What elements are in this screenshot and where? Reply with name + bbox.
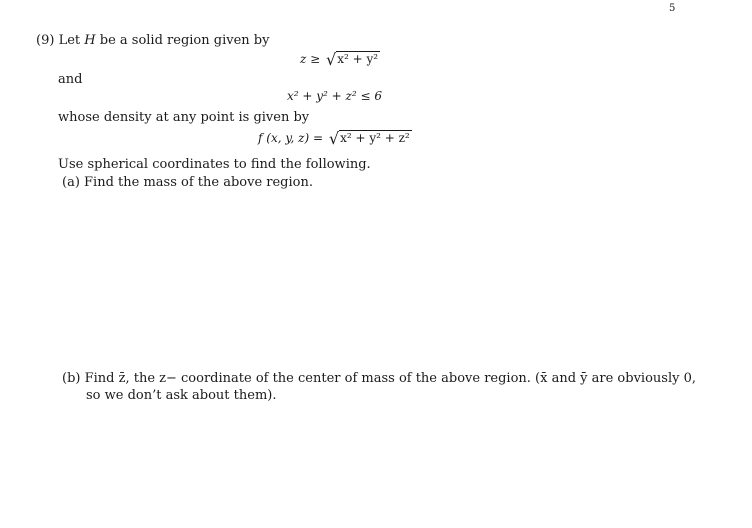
page-number: 5	[669, 3, 676, 14]
equation-sphere	[287, 89, 382, 103]
part-b-question-line1: (b) Find z̄, the z− coordinate of the center of mass of the above region. (x̄ and ȳ are obviously 0,	[62, 371, 696, 386]
intro-prefix: Let	[58, 33, 81, 48]
equation-cone-lhs: z ≥	[300, 52, 321, 66]
equation-cone	[300, 50, 380, 69]
problem-statement	[36, 33, 269, 48]
problem-number: (9)	[36, 33, 55, 48]
equation-density	[258, 129, 412, 148]
equation-sphere-text: x² + y² + z² ≤ 6	[287, 89, 382, 103]
equation-cone-radicand: x² + y²	[337, 52, 379, 66]
and-word: and	[58, 72, 83, 87]
intro-suffix: be a solid region given by	[99, 33, 270, 48]
equation-density-radicand: x² + y² + z²	[340, 131, 410, 145]
sqrt-symbol: √x² + y²	[326, 50, 379, 69]
instruction-text: Use spherical coordinates to find the following.	[58, 157, 371, 172]
part-a-question: (a) Find the mass of the above region.	[62, 175, 313, 190]
region-variable: H	[84, 33, 96, 48]
part-b-question-line2: so we don’t ask about them).	[86, 388, 277, 403]
equation-density-lhs: f (x, y, z) =	[258, 131, 324, 145]
density-text: whose density at any point is given by	[58, 110, 310, 125]
sqrt-symbol: √x² + y² + z²	[328, 129, 410, 148]
